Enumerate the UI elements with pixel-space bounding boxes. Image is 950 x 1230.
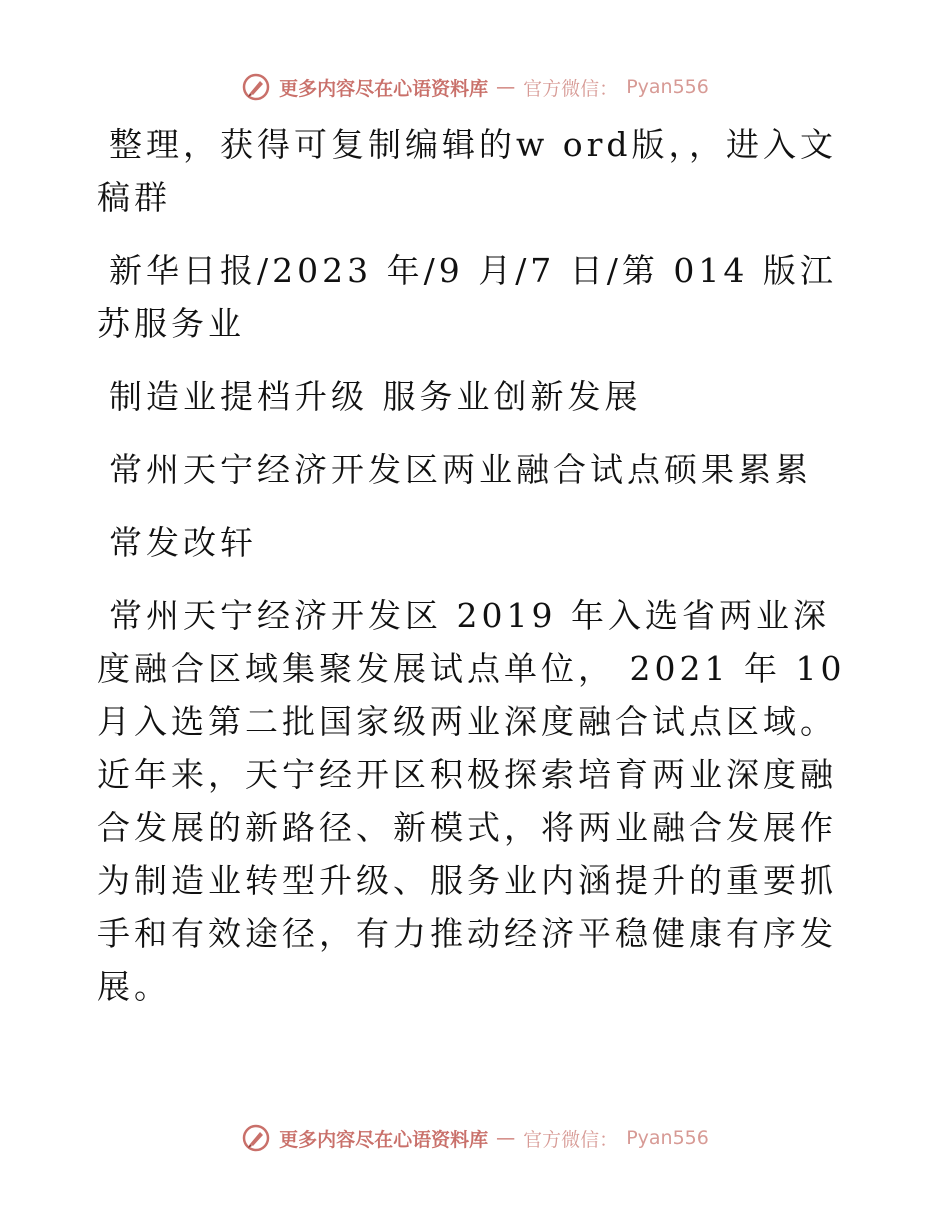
paragraph-source: 新华日报/2023 年/9 月/7 日/第 014 版江苏服务业 — [97, 251, 837, 343]
paragraph-body: 常州天宁经济开发区 2019 年入选省两业深度融合区域集聚发展试点单位， 2021 年 10 月入选第二批国家级两业深度融合试点区域。近年来，天宁经开区积极探索培育两业深度融合发展的新路径、新模式，将两业融合发展作为制造业转型升级、服务业内涵提升的重要抓手和有效途径，有力推动经济平稳健康有序发展。 — [97, 596, 846, 1006]
document-body — [97, 118, 857, 1033]
watermark-wechat-label: 官方微信： — [523, 1128, 619, 1151]
paragraph-intro: 整理，获得可复制编辑的w ord版，，进入文稿群 — [97, 125, 838, 217]
watermark-wechat-label: 官方微信： — [523, 77, 619, 100]
header-watermark — [0, 72, 950, 102]
watermark-text: 更多内容尽在心语资料库 — [279, 1128, 489, 1151]
watermark-dash: — — [496, 1127, 516, 1149]
watermark-dash: — — [496, 76, 516, 98]
paragraph-title: 制造业提档升级 服务业创新发展 — [109, 377, 642, 416]
watermark-wechat-id: Pyan556 — [626, 76, 709, 98]
paragraph-author: 常发改轩 — [109, 523, 257, 562]
pen-logo-icon — [241, 72, 271, 102]
pen-logo-icon — [241, 1123, 271, 1153]
watermark-text: 更多内容尽在心语资料库 — [279, 77, 489, 100]
paragraph-subtitle: 常州天宁经济开发区两业融合试点硕果累累 — [109, 450, 812, 489]
watermark-wechat-id: Pyan556 — [626, 1127, 709, 1149]
footer-watermark — [0, 1123, 950, 1153]
